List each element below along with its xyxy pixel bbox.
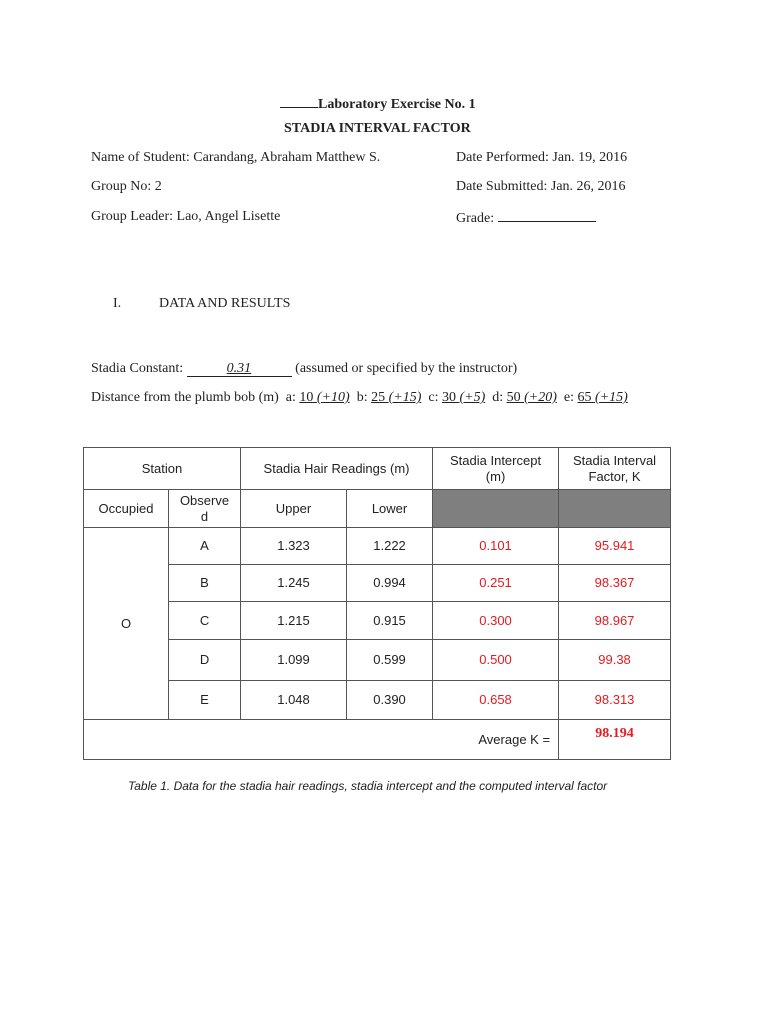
header-lower: Lower (347, 490, 433, 528)
lower-cell: 0.915 (347, 602, 433, 640)
header-factor-line1: Stadia Interval (572, 452, 657, 468)
observed-cell: C (169, 602, 241, 640)
exercise-title (280, 95, 476, 113)
upper-cell: 1.215 (241, 602, 347, 640)
upper-cell: 1.048 (241, 681, 347, 720)
student-name-line (91, 150, 380, 166)
stadia-constant-line (91, 361, 517, 377)
observed-cell: E (169, 681, 241, 720)
date-performed-label: Date Performed: (456, 150, 549, 165)
header-intercept-shaded (433, 490, 559, 528)
section-number: I. (113, 296, 122, 311)
table-row (84, 528, 671, 565)
group-value: 2 (154, 179, 162, 194)
header-factor (559, 448, 671, 490)
stadia-constant-number: 0.31 (226, 361, 252, 376)
distance-a-offset: (+10) (316, 390, 350, 405)
intercept-cell: 0.251 (433, 565, 559, 602)
factor-cell: 99.38 (559, 640, 671, 681)
distance-d-value: 50 (506, 390, 521, 405)
distance-c-offset: (+5) (459, 390, 486, 405)
date-submitted-label: Date Submitted: (456, 179, 548, 194)
factor-cell: 95.941 (559, 528, 671, 565)
header-factor-line2: Factor, K (588, 468, 641, 484)
page-subtitle: STADIA INTERVAL FACTOR (284, 121, 471, 136)
header-station: Station (84, 448, 241, 490)
table-row (84, 681, 671, 720)
table-caption: Table 1. Data for the stadia hair readings, stadia intercept and the computed interval factor (128, 779, 608, 793)
upper-cell: 1.323 (241, 528, 347, 565)
distance-value-b (371, 390, 421, 405)
date-submitted-value: Jan. 26, 2016 (550, 179, 626, 194)
intercept-cell: 0.658 (433, 681, 559, 720)
distance-key-a: a: (285, 390, 296, 405)
header-hair-readings: Stadia Hair Readings (m) (241, 448, 433, 490)
intercept-cell: 0.500 (433, 640, 559, 681)
lower-cell: 0.599 (347, 640, 433, 681)
header-factor-shaded (559, 490, 671, 528)
intercept-cell: 0.101 (433, 528, 559, 565)
occupied-station: O (84, 528, 169, 720)
leader-label: Group Leader: (91, 209, 174, 224)
stadia-data-table (83, 447, 671, 760)
distance-value-e (578, 390, 628, 405)
average-label: Average K = (84, 720, 559, 760)
stadia-constant-label: Stadia Constant: (91, 361, 184, 376)
distance-label: Distance from the plumb bob (m) (91, 390, 279, 405)
distance-key-e: e: (563, 390, 575, 405)
distance-value-a (299, 390, 349, 405)
date-submitted-line (456, 179, 626, 195)
lower-cell: 0.994 (347, 565, 433, 602)
group-leader-line (91, 209, 280, 225)
observed-cell: D (169, 640, 241, 681)
date-performed-line (456, 150, 627, 166)
header-observed (169, 490, 241, 528)
upper-cell: 1.099 (241, 640, 347, 681)
factor-cell: 98.967 (559, 602, 671, 640)
date-performed-value: Jan. 19, 2016 (552, 150, 628, 165)
leader-value: Lao, Angel Lisette (176, 209, 281, 224)
stadia-constant-value (187, 362, 292, 377)
exercise-title-text: Laboratory Exercise No. 1 (318, 97, 476, 112)
distance-a-value: 10 (299, 390, 314, 405)
group-line (91, 179, 162, 195)
distance-e-value: 65 (577, 390, 592, 405)
stadia-constant-note: (assumed or specified by the instructor) (295, 361, 518, 376)
distance-c-value: 30 (441, 390, 456, 405)
section-title: DATA AND RESULTS (159, 296, 291, 311)
distance-value-d (507, 390, 557, 405)
header-upper: Upper (241, 490, 347, 528)
factor-cell: 98.313 (559, 681, 671, 720)
intercept-cell: 0.300 (433, 602, 559, 640)
header-occupied: Occupied (84, 490, 169, 528)
distance-value-c (442, 390, 485, 405)
title-blank (280, 95, 318, 108)
grade-blank (498, 209, 596, 222)
lower-cell: 1.222 (347, 528, 433, 565)
distance-line (91, 390, 628, 406)
upper-cell: 1.245 (241, 565, 347, 602)
table-row (84, 640, 671, 681)
distance-b-value: 25 (371, 390, 386, 405)
group-label: Group No: (91, 179, 152, 194)
header-observed-line1: Observe (179, 492, 230, 508)
distance-d-offset: (+20) (524, 390, 557, 405)
table-row (84, 565, 671, 602)
lower-cell: 0.390 (347, 681, 433, 720)
distance-key-d: d: (492, 390, 504, 405)
distance-key-b: b: (356, 390, 368, 405)
table-subheader-row (84, 490, 671, 528)
observed-cell: A (169, 528, 241, 565)
table-header-row (84, 448, 671, 490)
header-observed-line2: d (200, 508, 209, 524)
factor-cell: 98.367 (559, 565, 671, 602)
grade-label: Grade: (456, 211, 495, 226)
header-intercept (433, 448, 559, 490)
student-value: Carandang, Abraham Matthew S. (193, 150, 381, 165)
average-value: 98.194 (559, 720, 671, 760)
table-average-row (84, 720, 671, 760)
grade-line (456, 209, 596, 227)
table-row (84, 602, 671, 640)
observed-cell: B (169, 565, 241, 602)
distance-e-offset: (+15) (595, 390, 628, 405)
header-intercept-line1: Stadia Intercept (450, 452, 542, 468)
header-intercept-line2: (m) (485, 468, 506, 484)
student-label: Name of Student: (91, 150, 190, 165)
distance-b-offset: (+15) (388, 390, 422, 405)
distance-key-c: c: (428, 390, 439, 405)
